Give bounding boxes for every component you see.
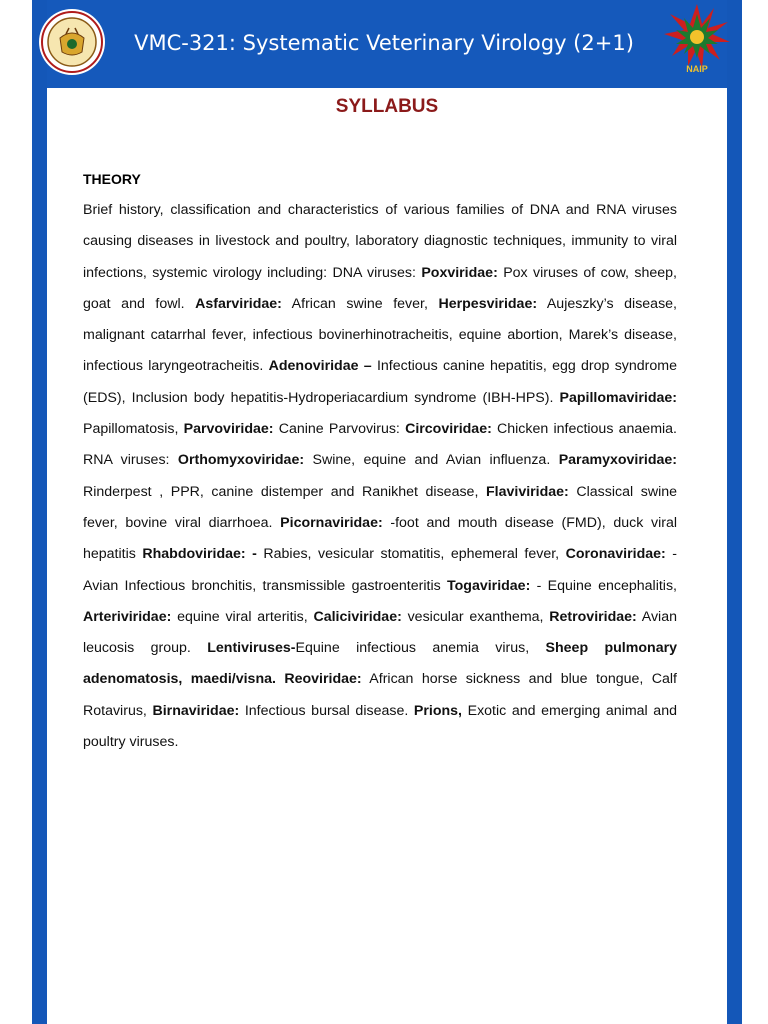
virus-family-term: Sheep pulmonary adenomatosis, maedi/visna. Reoviridae: (83, 640, 677, 688)
body-text-run: Rabies, vesicular stomatitis, ephemeral fever, (256, 546, 566, 563)
virus-family-term: Togaviridae: (447, 577, 531, 594)
theory-label: THEORY (83, 171, 141, 187)
virus-family-term: Picornaviridae: (280, 514, 383, 531)
virus-family-term: Caliciviridae: (313, 608, 402, 625)
virus-family-term: Rhabdoviridae: - (142, 546, 257, 563)
virus-family-term: Herpesviridae: (438, 295, 538, 312)
body-text-run: Equine infectious anemia virus, (295, 640, 546, 657)
syllabus-heading: SYLLABUS (335, 96, 439, 117)
virus-family-term: Orthomyxoviridae: (177, 452, 305, 469)
body-text-run: African swine fever, (281, 295, 439, 312)
naip-logo-icon (662, 2, 732, 76)
body-text-run: Pox viruses of cow, sheep, goat and fowl. (83, 264, 677, 312)
virus-family-term: Paramyxoviridae: (558, 452, 677, 469)
body-text-run: Canine Parvovirus: (273, 421, 406, 438)
virus-family-term: Poxviridae: (421, 264, 498, 281)
body-text-run: Infectious canine hepatitis, egg drop syndrome (EDS), Inclusion body hepatitis-Hydroperiacardium syndrome (IBH-HPS). (83, 358, 677, 406)
virus-family-term: Parvoviridae: (183, 421, 274, 438)
body-text-run: - Equine encephalitis, (530, 577, 677, 594)
body-text-run: equine viral arteritis, (171, 608, 314, 625)
virus-family-term: Asfarviridae: (195, 295, 282, 312)
naip-logo-text: NAIP (686, 64, 708, 74)
virus-family-term: Prions, (413, 702, 462, 719)
document-title: VMC-321: Systematic Veterinary Virology (2+1) (134, 31, 634, 55)
virus-family-term: Papillomaviridae: (559, 389, 677, 406)
virus-family-term: Retroviridae: (549, 608, 637, 625)
virus-family-term: Arteriviridae: (83, 608, 172, 625)
body-text-run: African horse sickness and blue tongue, Calf Rotavirus, (83, 671, 677, 719)
virus-family-term: Circoviridae: (405, 421, 492, 438)
university-seal-icon (38, 8, 106, 76)
virus-family-term: Coronaviridae: (565, 546, 666, 563)
body-text-run: Aujeszky’s disease, malignant catarrhal fever, infectious bovinerhinotracheitis, equine abortion, Marek’s disease, infectious laryngeotracheitis. (83, 295, 678, 375)
virus-family-term: Adenoviridae – (268, 358, 372, 375)
body-text-run: - Avian Infectious bronchitis, transmissible gastroenteritis (83, 546, 677, 594)
body-text-run: Chicken infectious anaemia. RNA viruses: (83, 421, 677, 469)
body-text-run: Classical swine fever, bovine viral diarrhoea. (83, 483, 678, 531)
body-text-run: Brief history, classification and characteristics of various families of DNA and RNA viruses causing diseases in livestock and poultry, laboratory diagnostic techniques, immunity to viral infections, systemic virology including: DNA viruses: (83, 202, 677, 281)
theory-body-text (83, 195, 677, 758)
content-area (47, 88, 727, 1024)
body-text-run: Rinderpest , PPR, canine distemper and Ranikhet disease, (83, 483, 486, 500)
body-text-run: Infectious bursal disease. (239, 702, 414, 719)
virus-family-term: Flaviviridae: (485, 483, 569, 500)
body-text-run: Papillomatosis, (83, 421, 184, 438)
left-frame-border (32, 0, 47, 1024)
body-text-run: Swine, equine and Avian influenza. (304, 452, 559, 469)
right-frame-border (727, 0, 742, 1024)
body-text-run: -foot and mouth disease (FMD), duck viral hepatitis (83, 514, 678, 563)
virus-family-term: Birnaviridae: (152, 702, 240, 719)
body-text-run: vesicular exanthema, (401, 608, 550, 625)
body-text-run: Avian leucosis group. (83, 608, 677, 657)
body-text-run: Exotic and emerging animal and poultry viruses. (83, 702, 677, 751)
virus-family-term: Lentiviruses- (207, 640, 296, 657)
